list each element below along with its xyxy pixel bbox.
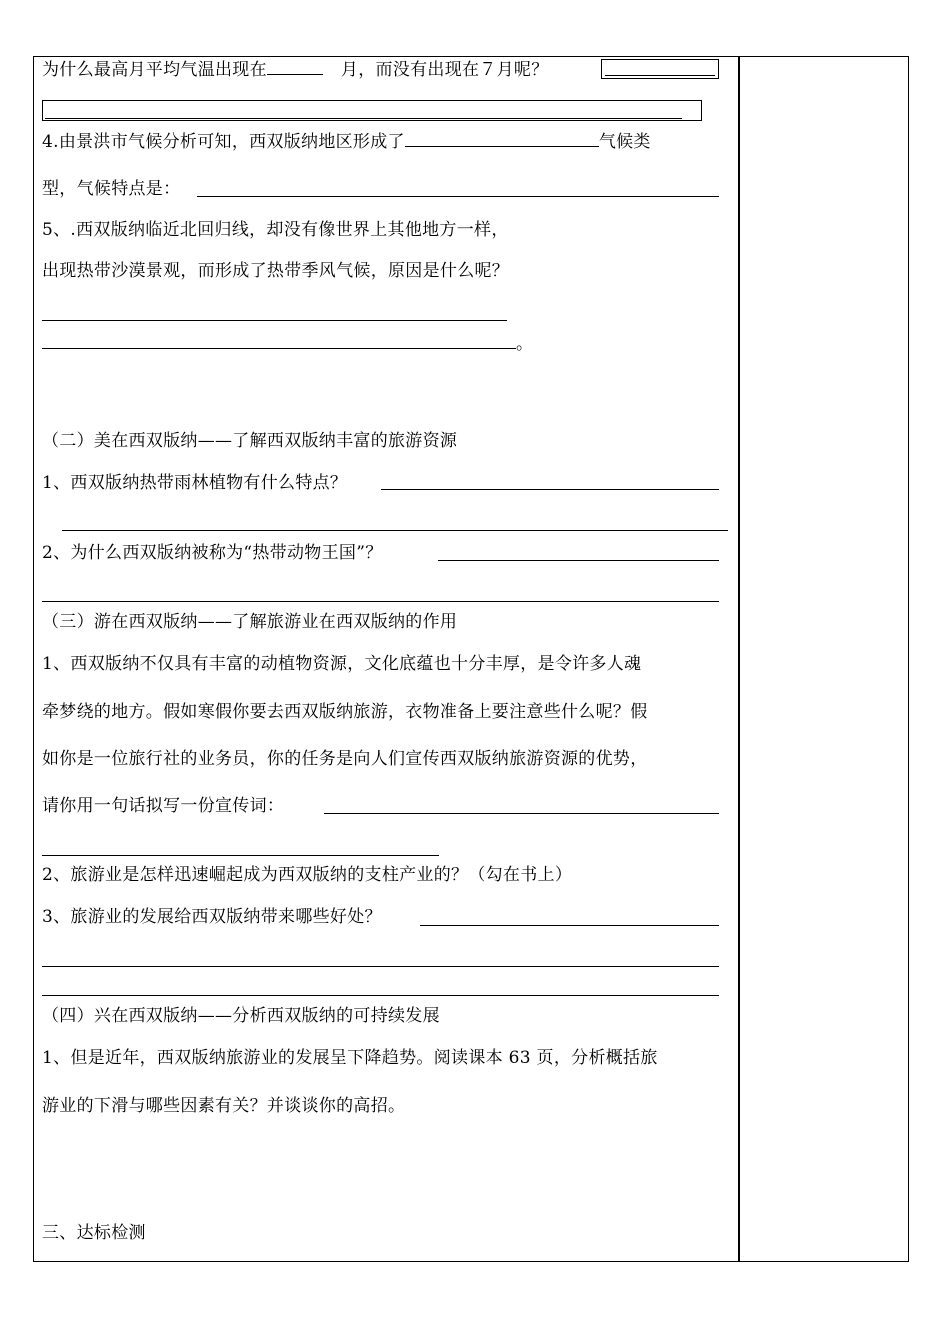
question-4-line-1: [42, 130, 651, 153]
question-5-line-2: 出现热带沙漠景观，而形成了热带季风气候，原因是什么呢？: [42, 261, 510, 281]
question-4-line-2: 型，气候特点是：: [42, 179, 181, 199]
answer-line-s2q1-2[interactable]: [62, 530, 728, 531]
question-5-period: 。: [516, 334, 534, 354]
answer-line-climate-feature[interactable]: [197, 196, 719, 197]
section-3-question-2: 2、旅游业是怎样迅速崛起成为西双版纳的支柱产业的？（勾在书上）: [42, 865, 573, 885]
section-4-title: （四）兴在西双版纳——分析西双版纳的可持续发展: [42, 1006, 440, 1026]
answer-box-q3[interactable]: [601, 59, 719, 79]
section-check-title: 三、达标检测: [42, 1223, 146, 1243]
answer-line-s2q1-1[interactable]: [381, 489, 719, 490]
answer-line-s2q2-2[interactable]: [42, 601, 719, 602]
question-3-line: [42, 58, 549, 81]
question-4-text-a: 4.由景洪市气候分析可知，西双版纳地区形成了: [42, 132, 405, 152]
section-3-paragraph-1: 1、西双版纳不仅具有丰富的动植物资源，文化底蕴也十分丰厚，是令许多人魂: [42, 654, 642, 674]
answer-blank-month[interactable]: [267, 58, 323, 75]
section-3-paragraph-4: 请你用一句话拟写一份宣传词：: [42, 796, 285, 816]
answer-line-s2q2-1[interactable]: [438, 560, 719, 561]
question-4-text-b: 气候类: [598, 132, 651, 152]
question-3-text-a: 为什么最高月平均气温出现在: [42, 60, 267, 80]
question-3-text-b: 月，而没有出现在７月呢？: [340, 60, 549, 80]
question-5-line-1: 5、.西双版纳临近北回归线，却没有像世界上其他地方一样，: [42, 220, 509, 240]
answer-line-s3q3-1[interactable]: [420, 925, 719, 926]
answer-line-q5-1[interactable]: [42, 320, 507, 321]
section-2-question-1: 1、西双版纳热带雨林植物有什么特点？: [42, 473, 348, 493]
section-3-question-3: 3、旅游业的发展给西双版纳带来哪些好处？: [42, 907, 382, 927]
answer-blank-climate-type[interactable]: [405, 130, 599, 147]
answer-line-slogan-1[interactable]: [324, 813, 719, 814]
answer-line-q5-2[interactable]: [42, 348, 516, 349]
section-2-title: （二）美在西双版纳——了解西双版纳丰富的旅游资源: [42, 431, 458, 451]
section-3-paragraph-2: 牵梦绕的地方。假如寒假你要去西双版纳旅游，衣物准备上要注意些什么呢？假: [42, 702, 648, 722]
section-3-title: （三）游在西双版纳——了解旅游业在西双版纳的作用: [42, 612, 458, 632]
table-column-divider: [738, 56, 740, 1262]
section-4-paragraph-2: 游业的下滑与哪些因素有关？并谈谈你的高招。: [42, 1096, 406, 1116]
answer-box-q3-cont[interactable]: [42, 100, 702, 121]
section-4-paragraph-1: 1、但是近年，西双版纳旅游业的发展呈下降趋势。阅读课本 63 页，分析概括旅: [42, 1048, 658, 1068]
section-2-question-2: 2、为什么西双版纳被称为“热带动物王国”？: [42, 543, 383, 563]
section-3-paragraph-3: 如你是一位旅行社的业务员，你的任务是向人们宣传西双版纳旅游资源的优势，: [42, 749, 648, 769]
answer-line-slogan-2[interactable]: [42, 855, 439, 856]
answer-line-s3q3-3[interactable]: [42, 995, 719, 996]
answer-line-s3q3-2[interactable]: [42, 966, 719, 967]
